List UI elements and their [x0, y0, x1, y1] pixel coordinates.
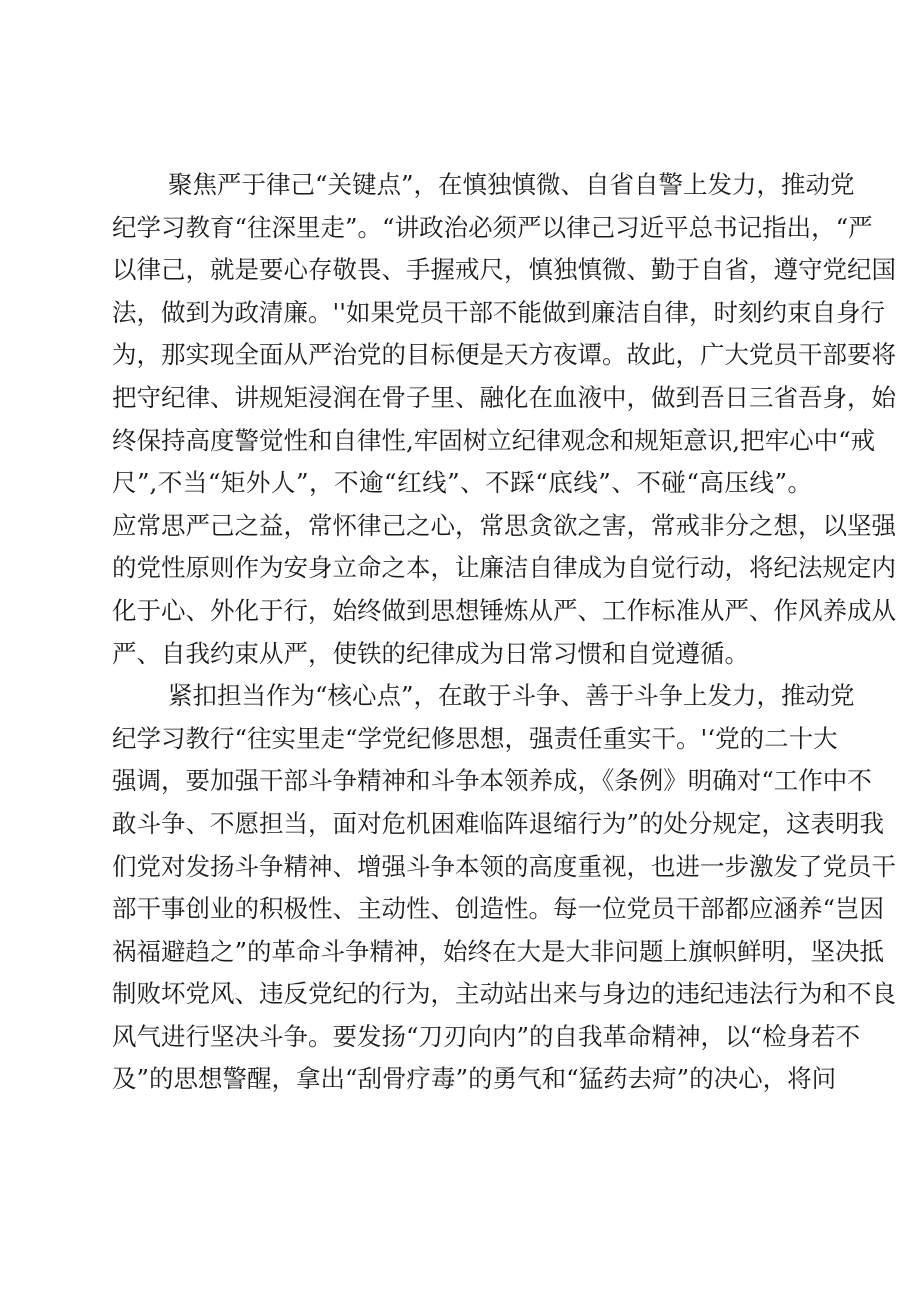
paragraph-line: 化于心、外化于行，始终做到思想锤炼从严、工作标准从严、作风养成从 — [112, 595, 896, 625]
paragraph-line: 的党性原则作为安身立命之本，让廉洁自律成为自觉行动，将纪法规定内 — [112, 553, 896, 583]
paragraph-line: 纪学习教行“往实里走“学党纪修思想，强责任重实干。'‘党的二十大 — [112, 723, 838, 753]
paragraph-line: 部干事创业的积极性、主动性、创造性。每一位党员干部都应涵养“岂因 — [112, 894, 885, 924]
paragraph-line: 制败坏党风、违反党纪的行为，主动站出来与身边的违纪违法行为和不良 — [112, 979, 896, 1009]
paragraph-line: 们党对发扬斗争精神、增强斗争本领的高度重视，也进一步激发了党员干 — [112, 851, 896, 881]
paragraph-line: 为，那实现全面从严治党的目标便是天方夜谭。故此，广大党员干部要将 — [112, 340, 896, 370]
paragraph-line: 敢斗争、不愿担当，面对危机困难临阵退缩行为”的处分规定，这表明我 — [112, 808, 885, 838]
paragraph-line: 终保持高度警觉性和自律性,牢固树立纪律观念和规矩意识,把牢心中“戒 — [112, 425, 876, 455]
paragraph-2 — [112, 675, 896, 1101]
paragraph-line: 及”的思想警醒，拿出“刮骨疗毒”的勇气和“猛药去疴”的决心，将问 — [112, 1064, 837, 1094]
paragraph-line: 法，做到为政清廉。''如果党员干部不能做到廉洁自律，时刻约束自身行 — [112, 297, 885, 327]
paragraph-line: 祸福避趋之”的革命斗争精神，始终在大是大非问题上旗帜鲜明，坚决抵 — [112, 936, 885, 966]
paragraph-line: 聚焦严于律己“关键点”，在慎独慎微、自省自警上发力，推动党 — [168, 170, 855, 199]
paragraph-line: 纪学习教育“往深里走”。“讲政治必须严以律己习近平总书记指出，“严 — [112, 212, 873, 242]
paragraph-line: 紧扣担当作为“核心点”，在敢于斗争、善于斗争上发力，推动党 — [168, 681, 855, 711]
paragraph-1 — [112, 164, 896, 675]
paragraph-line: 强调，要加强干部斗争精神和斗争本领养成，《条例》明确对“工作中不 — [112, 766, 872, 796]
paragraph-line: 以律己，就是要心存敬畏、手握戒尺，慎独慎微、勤于自省，遵守党纪国 — [112, 255, 896, 285]
paragraph-line: 尺”,不当“矩外人”，不逾“红线”、不踩“底线”、不碰“高压线”。 — [112, 468, 812, 498]
document-body — [112, 164, 896, 1101]
paragraph-line: 风气进行坚决斗争。要发扬“刀刃向内”的自我革命精神，以“检身若不 — [112, 1021, 861, 1051]
paragraph-line: 把守纪律、讲规矩浸润在骨子里、融化在血液中，做到吾日三省吾身，始 — [112, 382, 896, 412]
paragraph-line: 应常思严己之益，常怀律己之心，常思贪欲之害，常戒非分之想，以坚强 — [112, 510, 896, 540]
paragraph-line: 严、自我约束从严，使铁的纪律成为日常习惯和自觉遵循。 — [112, 638, 749, 668]
